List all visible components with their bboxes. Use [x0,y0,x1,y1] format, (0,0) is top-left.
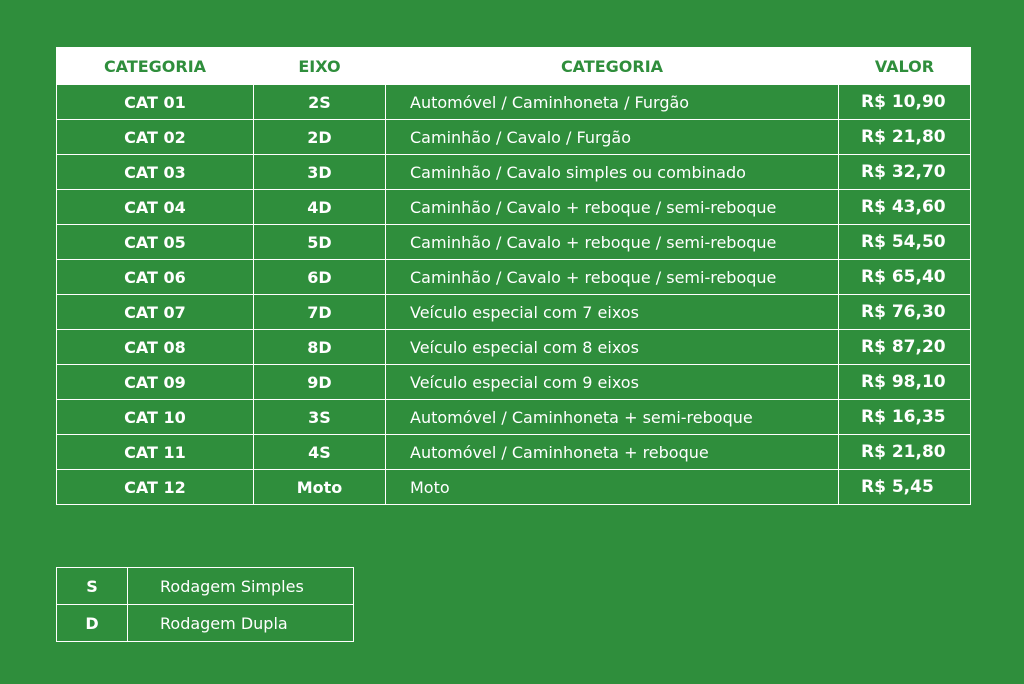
category-cell: CAT 11 [57,435,254,470]
value-cell: R$ 16,35 [839,400,971,435]
axle-cell: 9D [254,365,386,400]
table-row [57,260,971,295]
axle-cell: Moto [254,470,386,505]
description-cell: Caminhão / Cavalo / Furgão [386,120,839,155]
description-cell: Veículo especial com 8 eixos [386,330,839,365]
category-cell: CAT 10 [57,400,254,435]
value-cell: R$ 32,70 [839,155,971,190]
axle-cell: 4D [254,190,386,225]
value-cell: R$ 87,20 [839,330,971,365]
value-cell: R$ 10,90 [839,85,971,120]
category-cell: CAT 09 [57,365,254,400]
description-cell: Caminhão / Cavalo + reboque / semi-reboque [386,190,839,225]
axle-cell: 5D [254,225,386,260]
axle-cell: 7D [254,295,386,330]
axle-cell: 3D [254,155,386,190]
category-cell: CAT 06 [57,260,254,295]
description-cell: Veículo especial com 9 eixos [386,365,839,400]
category-cell: CAT 08 [57,330,254,365]
legend-row [57,605,354,642]
table-row [57,400,971,435]
value-cell: R$ 54,50 [839,225,971,260]
category-cell: CAT 12 [57,470,254,505]
table-row [57,85,971,120]
header-category: CATEGORIA [57,48,254,85]
axle-cell: 2D [254,120,386,155]
axle-cell: 2S [254,85,386,120]
table-row [57,190,971,225]
legend-description: Rodagem Dupla [128,605,354,642]
toll-table [56,47,971,505]
category-cell: CAT 02 [57,120,254,155]
header-axle: EIXO [254,48,386,85]
axle-cell: 8D [254,330,386,365]
value-cell: R$ 5,45 [839,470,971,505]
value-cell: R$ 65,40 [839,260,971,295]
category-cell: CAT 01 [57,85,254,120]
legend-code: S [57,568,128,605]
table-row [57,435,971,470]
value-cell: R$ 98,10 [839,365,971,400]
value-cell: R$ 76,30 [839,295,971,330]
table-header-row [57,48,971,85]
value-cell: R$ 43,60 [839,190,971,225]
description-cell: Moto [386,470,839,505]
header-value: VALOR [839,48,971,85]
description-cell: Automóvel / Caminhoneta + reboque [386,435,839,470]
category-cell: CAT 04 [57,190,254,225]
table-row [57,155,971,190]
description-cell: Caminhão / Cavalo + reboque / semi-reboque [386,260,839,295]
description-cell: Automóvel / Caminhoneta + semi-reboque [386,400,839,435]
header-category-description: CATEGORIA [386,48,839,85]
legend-description: Rodagem Simples [128,568,354,605]
description-cell: Caminhão / Cavalo + reboque / semi-reboque [386,225,839,260]
value-cell: R$ 21,80 [839,120,971,155]
table-row [57,225,971,260]
table-row [57,120,971,155]
table-row [57,365,971,400]
description-cell: Veículo especial com 7 eixos [386,295,839,330]
value-cell: R$ 21,80 [839,435,971,470]
table-row [57,295,971,330]
description-cell: Caminhão / Cavalo simples ou combinado [386,155,839,190]
description-cell: Automóvel / Caminhoneta / Furgão [386,85,839,120]
table-row [57,330,971,365]
legend-row [57,568,354,605]
category-cell: CAT 05 [57,225,254,260]
axle-cell: 6D [254,260,386,295]
axle-cell: 4S [254,435,386,470]
legend-code: D [57,605,128,642]
axle-legend [56,567,354,642]
category-cell: CAT 07 [57,295,254,330]
category-cell: CAT 03 [57,155,254,190]
table-row [57,470,971,505]
axle-cell: 3S [254,400,386,435]
